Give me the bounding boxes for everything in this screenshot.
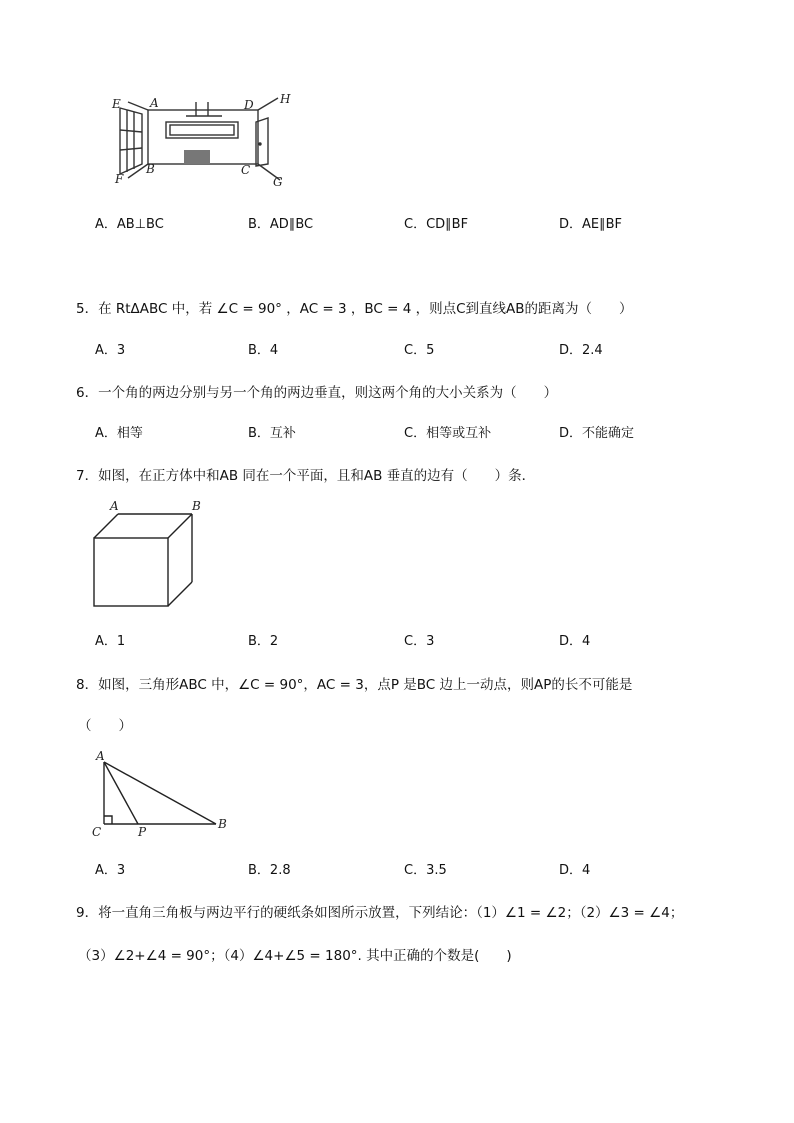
q8-option-c[interactable]: C．3.5 — [404, 863, 447, 878]
room-label-b: B — [146, 162, 155, 176]
q5-option-b[interactable]: B．4 — [248, 343, 279, 358]
q5-stem: 5．在 RtΔABC 中，若 ∠C = 90° ，AC = 3 ，BC = 4 ，则点C到直线AB的距离为（ ） — [76, 301, 633, 317]
q4-option-d[interactable]: D．AE∥BF — [559, 217, 623, 232]
q5-option-a[interactable]: A．3 — [95, 343, 126, 358]
q6-option-d[interactable]: D．不能确定 — [559, 426, 635, 441]
triangle-label-a: A — [96, 749, 105, 763]
q6-option-b[interactable]: B．互补 — [248, 426, 296, 441]
q8-stem-paren: （ ） — [78, 718, 132, 734]
room-label-e: E — [112, 97, 121, 111]
q4-option-b[interactable]: B．AD∥BC — [248, 217, 314, 232]
q8-option-b[interactable]: B．2.8 — [248, 863, 291, 878]
triangle-label-p: P — [138, 825, 147, 838]
room-figure — [108, 90, 298, 190]
triangle-figure — [88, 746, 238, 838]
q9-stem-line2: （3）∠2+∠4 = 90°；（4）∠4+∠5 = 180°. 其中正确的个数是( ) — [78, 948, 512, 964]
triangle-label-c: C — [92, 825, 102, 838]
cube-figure — [88, 496, 218, 614]
q7-stem: 7．如图，在正方体中和AB 同在一个平面，且和AB 垂直的边有（ ）条． — [76, 468, 536, 484]
q4-option-c[interactable]: C．CD∥BF — [404, 217, 469, 232]
q8-option-d[interactable]: D．4 — [559, 863, 591, 878]
q7-option-b[interactable]: B．2 — [248, 634, 279, 649]
cube-label-b: B — [192, 499, 201, 513]
q6-stem: 6．一个角的两边分别与另一个角的两边垂直，则这两个角的大小关系为（ ） — [76, 385, 558, 401]
q5-option-d[interactable]: D．2.4 — [559, 343, 603, 358]
room-label-g: G — [273, 175, 283, 189]
triangle-label-b: B — [218, 817, 227, 831]
room-label-d: D — [244, 98, 254, 112]
room-label-c: C — [241, 163, 251, 177]
q4-option-a[interactable]: A．AB⊥BC — [95, 217, 164, 232]
q5-option-c[interactable]: C．5 — [404, 343, 435, 358]
q6-option-a[interactable]: A．相等 — [95, 426, 143, 441]
q8-stem: 8．如图，三角形ABC 中，∠C = 90°，AC = 3，点P 是BC 边上一动点，则AP的长不可能是 — [76, 677, 633, 693]
room-label-f: F — [115, 172, 124, 186]
q6-option-c[interactable]: C．相等或互补 — [404, 426, 492, 441]
room-label-a: A — [150, 96, 159, 110]
q7-option-c[interactable]: C．3 — [404, 634, 435, 649]
room-label-h: H — [280, 92, 291, 106]
q9-stem-line1: 9．将一直角三角板与两边平行的硬纸条如图所示放置，下列结论：（1）∠1 = ∠2；（2）∠3 = ∠4； — [76, 905, 684, 921]
q7-option-d[interactable]: D．4 — [559, 634, 591, 649]
q7-option-a[interactable]: A．1 — [95, 634, 126, 649]
q8-option-a[interactable]: A．3 — [95, 863, 126, 878]
cube-label-a: A — [110, 499, 119, 513]
